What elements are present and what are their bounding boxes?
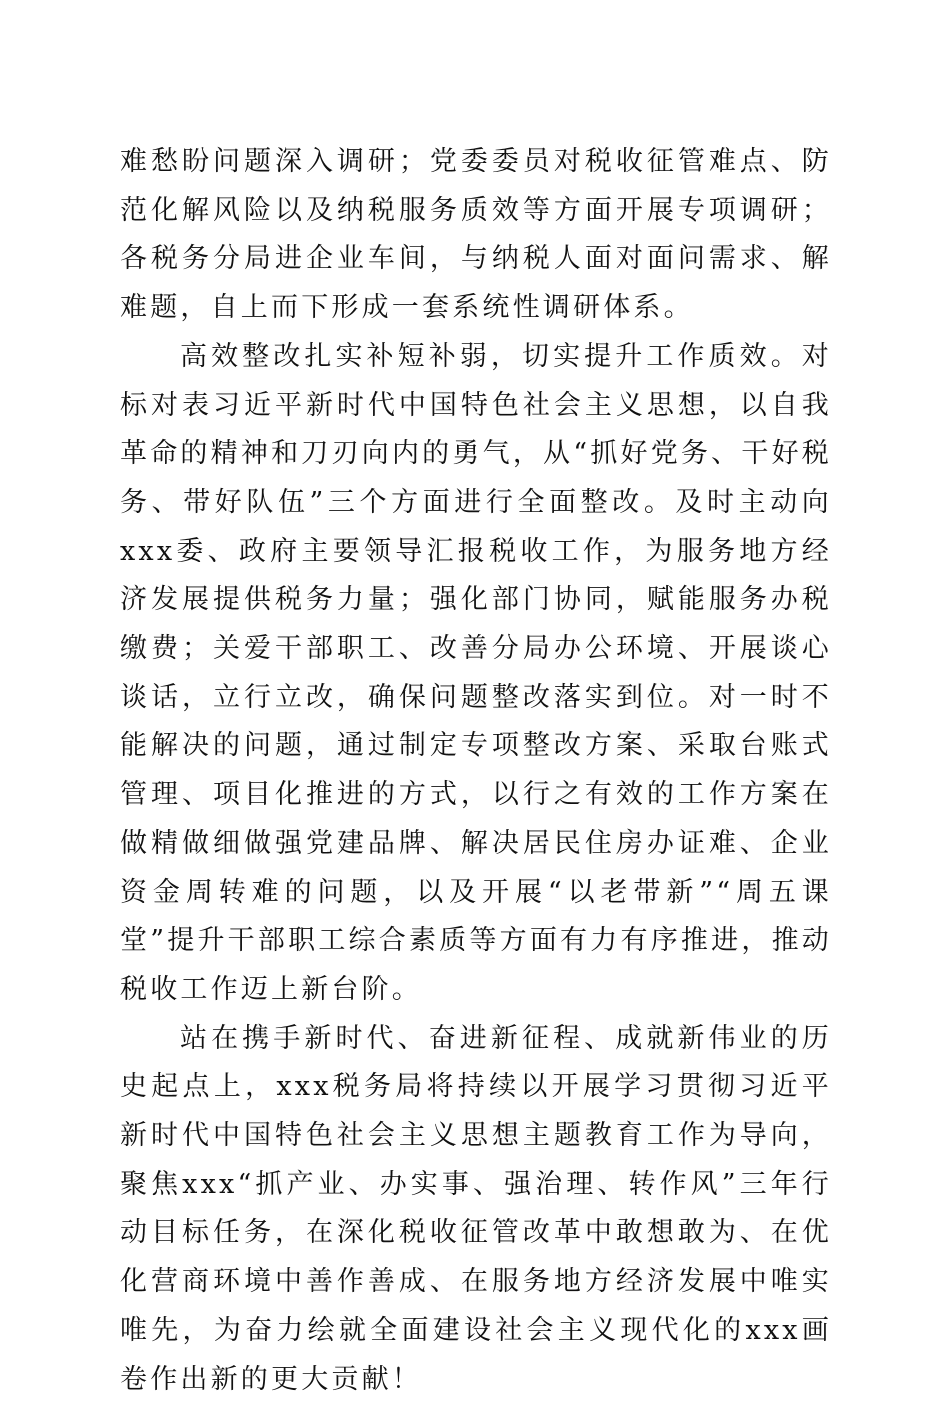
- paragraph-continued: 难愁盼问题深入调研；党委委员对税收征管难点、防范化解风险以及纳税服务质效等方面开展专项调研；各税务分局进企业车间，与纳税人面对面问需求、解难题，自上而下形成一套系统性调研体系。: [120, 146, 832, 324]
- document-body: [120, 138, 832, 1404]
- paragraph-conclusion: 站在携手新时代、奋进新征程、成就新伟业的历史起点上，xxx税务局将持续以开展学习贯彻习近平新时代中国特色社会主义思想主题教育工作为导向，聚焦xxx“抓产业、办实事、强治理、转作风”三年行动目标任务，在深化税收征管改革中敢想敢为、在优化营商环境中善作善成、在服务地方经济发展中唯实唯先，为奋力绘就全面建设社会主义现代化的xxx画卷作出新的更大贡献！: [120, 1022, 832, 1395]
- paragraph-rectification: 高效整改扎实补短补弱，切实提升工作质效。对标对表习近平新时代中国特色社会主义思想，以自我革命的精神和刀刃向内的勇气，从“抓好党务、干好税务、带好队伍”三个方面进行全面整改。及时主动向xxx委、政府主要领导汇报税收工作，为服务地方经济发展提供税务力量；强化部门协同，赋能服务办税缴费；关爱干部职工、改善分局办公环境、开展谈心谈话，立行立改，确保问题整改落实到位。对一时不能解决的问题，通过制定专项整改方案、采取台账式管理、项目化推进的方式，以行之有效的工作方案在做精做细做强党建品牌、解决居民住房办证难、企业资金周转难的问题，以及开展“以老带新”“周五课堂”提升干部职工综合素质等方面有力有序推进，推动税收工作迈上新台阶。: [120, 340, 832, 1005]
